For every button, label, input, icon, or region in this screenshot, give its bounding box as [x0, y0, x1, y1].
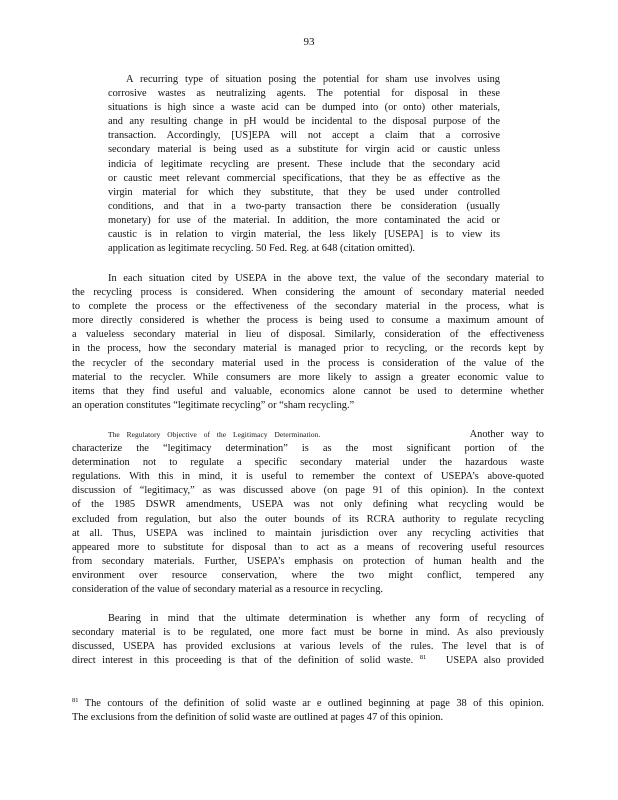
quote-line: caustic is in relation to virgin material, the less likely [USEPA] is to view its: [108, 229, 500, 241]
quote-line: or caustic meet relevant commercial specifications, that they be as effective as the: [108, 172, 500, 184]
block-quote: [108, 73, 500, 256]
quote-line: situations is high since a waste acid can be dumped into (or onto) other materials,: [108, 102, 500, 114]
paragraph-line: determination not to regulate a specific secondary material under the hazardous waste: [72, 457, 544, 469]
quote-line: virgin material for which they substitute, that they be used under controlled: [108, 186, 500, 198]
quote-line: application as legitimate recycling. 50 Fed. Reg. at 648 (citation omitted).: [108, 243, 416, 255]
paragraph-line: an operation constitutes “legitimate recycling” or “sham recycling.”: [72, 399, 355, 411]
paragraph-line: from secondary materials. Further, USEPA’s emphasis on protection of human health and the: [72, 555, 544, 567]
footnote-marker: 81: [72, 697, 79, 704]
paragraph-line: regulations. With this in mind, it is useful to remember the context of USEPA’s above-quoted: [72, 471, 544, 483]
page-number: 93: [303, 36, 315, 48]
paragraph-line: at all. Thus, USEPA was inclined to maintain jurisdiction over any recycling activities that: [72, 527, 544, 539]
quote-line: and any resulting change in pH would be incidental to the disposal purpose of the: [108, 116, 500, 128]
paragraph-text: Another way to: [469, 429, 544, 440]
paragraph-line: discussed, USEPA has provided exclusions at various levels of the rules. The level that is of: [72, 641, 544, 653]
paragraph-line: characterize the “legitimacy determination” is as the most significant portion of the: [72, 443, 544, 455]
paragraph-line: the recycling process is considered. When considering the amount of secondary material needed: [72, 287, 544, 299]
paragraph-line: In each situation cited by USEPA in the above text, the value of the secondary material to: [108, 273, 544, 284]
section-heading: The Regulatory Objective of the Legitimacy Determination.: [108, 430, 321, 439]
paragraph-line: material to the recycler. While consumers are more likely to assign a greater economic value to: [72, 371, 544, 383]
paragraph-line: discussion of “legitimacy,” as was discussed above (on page 91 of this opinion). In the context: [72, 485, 544, 497]
paragraph-line: to complete the process or the effectiveness of the secondary material in the process, what is: [72, 301, 544, 313]
quote-line: secondary material is being used as a substitute for virgin acid or caustic unless: [108, 144, 500, 156]
paragraph-text: USEPA also provided: [445, 655, 544, 667]
quote-line: transaction. Accordingly, [US]EPA will not accept a claim that a corrosive: [108, 130, 500, 142]
quote-line: monetary) for use of the material. In addition, the more contaminated the acid or: [108, 214, 500, 226]
paragraph-2: [72, 428, 544, 597]
footnote-line: [72, 697, 544, 711]
paragraph-line: in the process, how the secondary material is managed prior to recycling, or the records kept by: [72, 343, 544, 355]
paragraph-line: more directly considered is whether the process is being used to consume a maximum amount of: [72, 315, 544, 327]
footnote: [72, 697, 544, 725]
paragraph-line: appeared more to substitute for disposal than to act as a means of recovering useful resources: [72, 541, 544, 553]
paragraph-3: [72, 612, 544, 668]
paragraph-line: secondary material is to be regulated, one more fact must be borne in mind. As also previously: [72, 627, 544, 639]
paragraph-line: [72, 428, 544, 442]
footnote-text: The contours of the definition of solid waste ar e outlined beginning at page 38 of this opinion.: [84, 698, 544, 709]
paragraph-line: Bearing in mind that the ultimate determination is whether any form of recycling of: [108, 613, 544, 624]
quote-line: A recurring type of situation posing the potential for sham use involves using: [126, 74, 500, 85]
footnote-reference[interactable]: 81: [419, 654, 427, 662]
paragraph-text: direct interest in this proceeding is that of the definition of solid waste.: [72, 655, 414, 667]
paragraph-line: environment over resource conservation, where the two might conflict, tempered any: [72, 569, 544, 581]
paragraph-line: excluded from regulation, but also the outer bounds of its RCRA authority to regulate recycling: [72, 513, 544, 525]
paragraph-line: of the 1985 DSWR amendments, USEPA was not only defining what recycling would be: [72, 499, 544, 511]
paragraph-line: the recycler of the secondary material used in the process is consideration of the value of the: [72, 357, 544, 369]
quote-line: conditions, and that in a two-party transaction there be consideration (usually: [108, 200, 500, 212]
quote-line: corrosive wastes as neutralizing agents. The potential for disposal in these: [108, 88, 500, 100]
paragraph-1: [72, 272, 544, 413]
paragraph-line: items that they find useful and valuable, economics alone cannot be used to determine whether: [72, 385, 544, 397]
footnote-line: The exclusions from the definition of solid waste are outlined at pages 47 of this opinion.: [72, 712, 444, 724]
quote-line: indicia of legitimate recycling are present. These include that the secondary acid: [108, 158, 500, 170]
paragraph-line: a valueless secondary material in lieu of disposal. Similarly, consideration of the effectiveness: [72, 329, 544, 341]
paragraph-line: [72, 654, 544, 668]
paragraph-line: consideration of the value of secondary material as a resource in recycling.: [72, 584, 384, 596]
